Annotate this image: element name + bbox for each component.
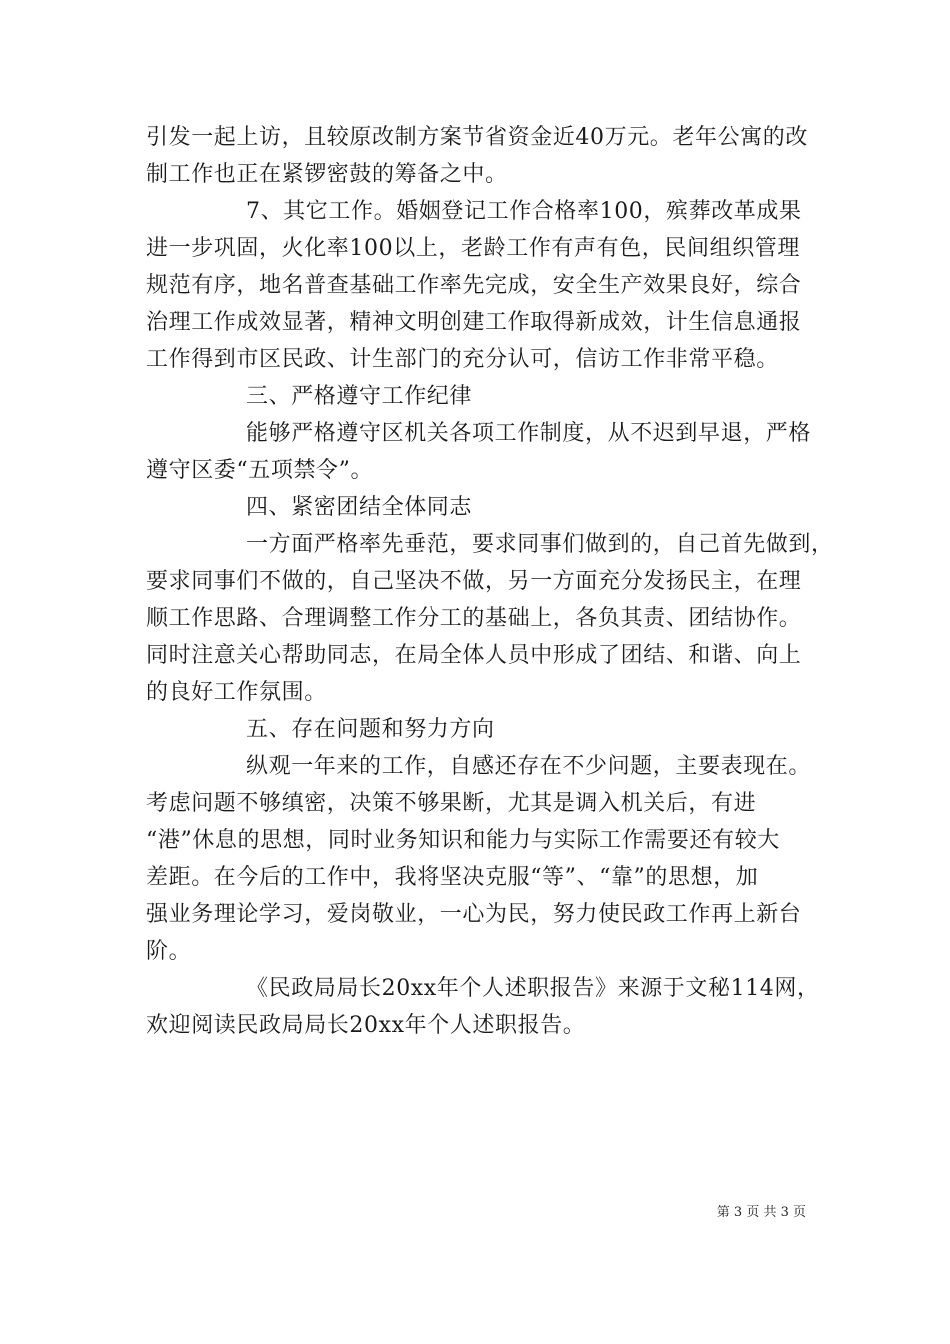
paragraph-line: 进一步巩固，火化率100以上，老龄工作有声有色，民间组织管理 xyxy=(146,236,800,261)
paragraph-line: 工作得到市区民政、计生部门的充分认可，信访工作非常平稳。 xyxy=(146,347,779,372)
paragraph-line: 引发一起上访，且较原改制方案节省资金近40万元。老年公寓的改 xyxy=(146,125,808,150)
paragraph-line: 差距。在今后的工作中，我将坚决克服“等”、“靠”的思想，加 xyxy=(146,865,759,890)
source-note-line: 《民政局局长20xx年个人述职报告》来源于文秘114网， xyxy=(246,976,820,1001)
paragraph-line: 7、其它工作。婚姻登记工作合格率100，殡葬改革成果 xyxy=(246,199,802,224)
section-heading: 三、严格遵守工作纪律 xyxy=(246,384,473,409)
paragraph-line: “港”休息的思想，同时业务知识和能力与实际工作需要还有较大 xyxy=(146,828,780,853)
paragraph-line: 考虑问题不够缜密，决策不够果断，尤其是调入机关后，有进 xyxy=(146,791,757,816)
paragraph-line: 制工作也正在紧锣密鼓的筹备之中。 xyxy=(146,162,508,187)
paragraph-line: 能够严格遵守区机关各项工作制度，从不迟到早退，严格 xyxy=(246,421,812,446)
page-number: 第 3 页 共 3 页 xyxy=(716,1205,806,1220)
paragraph-line: 规范有序，地名普查基础工作率先完成，安全生产效果良好，综合 xyxy=(146,273,802,298)
paragraph-line: 顺工作思路、合理调整工作分工的基础上，各负其责、团结协作。 xyxy=(146,606,802,631)
paragraph-line: 要求同事们不做的，自己坚决不做，另一方面充分发扬民主，在理 xyxy=(146,569,802,594)
paragraph-line: 的良好工作氛围。 xyxy=(146,680,327,705)
paragraph-line: 治理工作成效显著，精神文明创建工作取得新成效，计生信息通报 xyxy=(146,310,802,335)
paragraph-line: 一方面严格率先垂范，要求同事们做到的，自己首先做到， xyxy=(246,532,834,557)
paragraph-line: 强业务理论学习，爱岗敬业，一心为民，努力使民政工作再上新台 xyxy=(146,902,802,927)
paragraph-line: 纵观一年来的工作，自感还存在不少问题，主要表现在。 xyxy=(246,754,812,779)
paragraph-line: 同时注意关心帮助同志，在局全体人员中形成了团结、和谐、向上 xyxy=(146,643,802,668)
paragraph-line: 遵守区委“五项禁令”。 xyxy=(146,458,374,483)
section-heading: 四、紧密团结全体同志 xyxy=(246,495,473,520)
paragraph-line: 阶。 xyxy=(146,939,192,964)
source-note-line: 欢迎阅读民政局局长20xx年个人述职报告。 xyxy=(146,1013,586,1038)
section-heading: 五、存在问题和努力方向 xyxy=(246,717,495,742)
